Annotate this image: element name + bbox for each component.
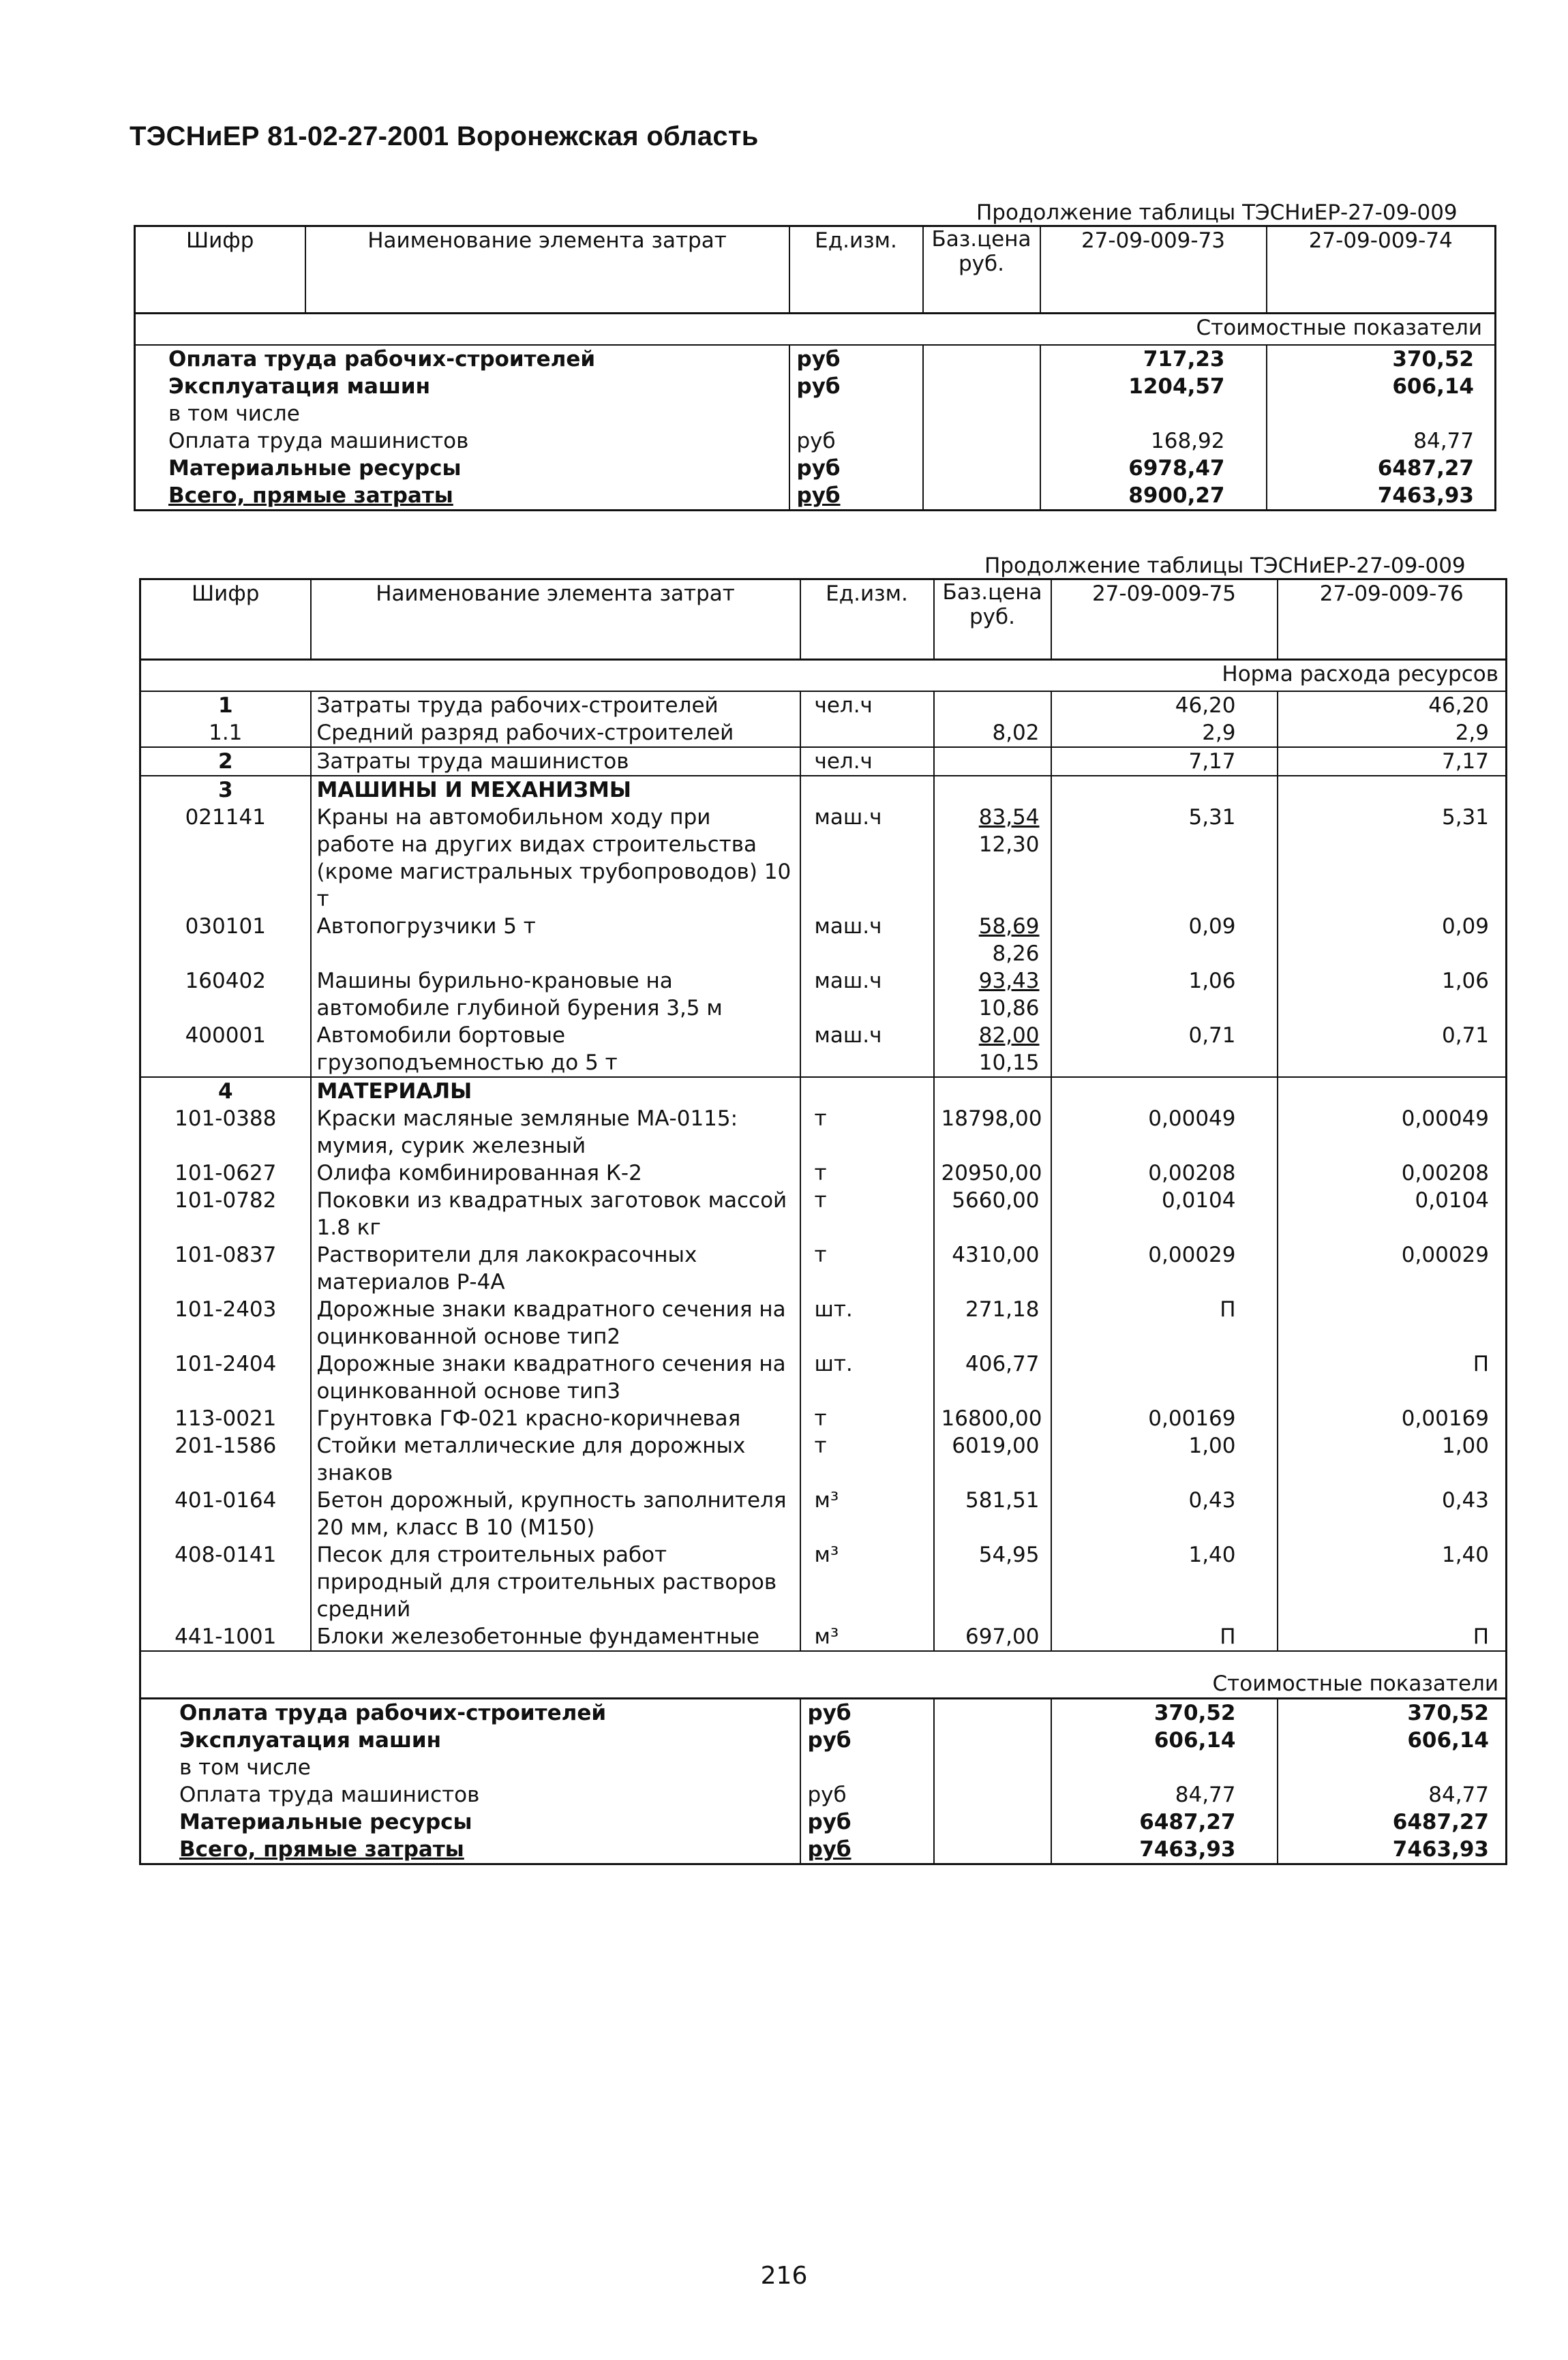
resource-unit: шт.: [800, 1296, 934, 1350]
resource-row: [140, 1350, 1507, 1405]
resource-norm-75: 0,00049: [1051, 1105, 1278, 1160]
cost-row: [140, 1727, 1507, 1754]
base-price-total: 4310,00: [952, 1242, 1040, 1267]
resource-name: Краны на автомобильном ходу при работе на других видах строительства (кроме магистральных трубопроводов) 10 т: [311, 804, 800, 913]
cost-row-base: [923, 455, 1040, 482]
header-name: Наименование элемента затрат: [311, 579, 800, 660]
cost-row-base: [923, 482, 1040, 511]
resource-code: 2: [140, 747, 311, 776]
cost-row: [135, 482, 1496, 511]
resource-base-price: [934, 1160, 1051, 1187]
resource-norm-76: 0,71: [1278, 1022, 1507, 1077]
resource-code: 160402: [140, 967, 311, 1022]
resource-unit: маш.ч: [800, 804, 934, 913]
cost-row-name: Оплата труда машинистов: [135, 427, 789, 455]
resource-row: [140, 913, 1507, 967]
resource-norm-76: 2,9: [1278, 719, 1507, 747]
resource-norm-76: 0,00208: [1278, 1160, 1507, 1187]
resource-row: [140, 719, 1507, 747]
header-col-75: 27-09-009-75: [1051, 579, 1278, 660]
resource-row: [140, 1241, 1507, 1296]
resource-name: Дорожные знаки квадратного сечения на оцинкованной основе тип2: [311, 1296, 800, 1350]
base-price-total: 406,77: [965, 1351, 1040, 1376]
header-code: Шифр: [135, 226, 305, 314]
cost-row-unit: руб: [800, 1727, 934, 1754]
resource-norm-76: 0,00169: [1278, 1405, 1507, 1432]
resource-name: Олифа комбинированная К-2: [311, 1160, 800, 1187]
resource-unit: т: [800, 1241, 934, 1296]
indicator-label: Норма расхода ресурсов: [1278, 660, 1507, 691]
resource-code: 101-2403: [140, 1296, 311, 1350]
resource-base-price: [934, 1022, 1051, 1077]
resource-base-price: [934, 1187, 1051, 1241]
resource-name: Автопогрузчики 5 т: [311, 913, 800, 967]
resource-base-price: [934, 1405, 1051, 1432]
resource-norm-75: 0,09: [1051, 913, 1278, 967]
base-price-total: 16800,00: [941, 1406, 1042, 1431]
cost-row-base: [934, 1727, 1051, 1754]
page-number: 216: [760, 2262, 808, 2290]
cost-row-base: [934, 1781, 1051, 1809]
header-base-price: Баз.цена руб.: [923, 226, 1040, 314]
resource-unit: т: [800, 1160, 934, 1187]
cost-row: [140, 1809, 1507, 1836]
resource-unit: т: [800, 1187, 934, 1241]
cost-row-value-73: 1204,57: [1040, 373, 1267, 400]
cost-row-base: [934, 1836, 1051, 1864]
base-price-total: 6019,00: [952, 1433, 1040, 1458]
cost-row-name: Эксплуатация машин: [135, 373, 789, 400]
resource-norm-76: П: [1278, 1623, 1507, 1651]
resource-name: Грунтовка ГФ-021 красно-коричневая: [311, 1405, 800, 1432]
base-price-total: 271,18: [965, 1297, 1040, 1322]
resource-norm-75: [1051, 776, 1278, 804]
cost-row-base: [923, 373, 1040, 400]
cost-row-base: [934, 1699, 1051, 1727]
resource-norm-75: 0,00029: [1051, 1241, 1278, 1296]
resource-norm-76: [1278, 776, 1507, 804]
cost-row-unit: руб: [789, 455, 923, 482]
resource-norm-75: 7,17: [1051, 747, 1278, 776]
cost-row-name: Оплата труда рабочих-строителей: [140, 1699, 800, 1727]
indicator-label: Стоимостные показатели: [1267, 314, 1496, 345]
resource-code: 1: [140, 691, 311, 719]
cost-row-unit: [800, 1754, 934, 1781]
cost-row-value-74: 606,14: [1267, 373, 1496, 400]
resource-name: Затраты труда рабочих-строителей: [311, 691, 800, 719]
resource-code: 441-1001: [140, 1623, 311, 1651]
resource-name: Затраты труда машинистов: [311, 747, 800, 776]
resource-table-75-76: [139, 578, 1507, 1865]
base-price-machinist: 10,86: [978, 995, 1040, 1020]
cost-row-value-73: 717,23: [1040, 345, 1267, 373]
resource-row: [140, 691, 1507, 719]
header-base-price: Баз.цена руб.: [934, 579, 1051, 660]
resource-base-price: [934, 1296, 1051, 1350]
cost-row-name: Оплата труда рабочих-строителей: [135, 345, 789, 373]
resource-code: 4: [140, 1077, 311, 1105]
cost-row: [135, 345, 1496, 373]
resource-row: [140, 1160, 1507, 1187]
resource-norm-76: 0,09: [1278, 913, 1507, 967]
base-price-total: 697,00: [965, 1624, 1040, 1649]
resource-norm-75: 0,43: [1051, 1487, 1278, 1541]
resource-norm-75: 0,00169: [1051, 1405, 1278, 1432]
cost-row-unit: руб: [789, 345, 923, 373]
resource-norm-76: 1,06: [1278, 967, 1507, 1022]
cost-row-value-74: 7463,93: [1267, 482, 1496, 511]
resource-code: 021141: [140, 804, 311, 913]
resource-norm-76: [1278, 1077, 1507, 1105]
resource-unit: шт.: [800, 1350, 934, 1405]
cost-row-name: Оплата труда машинистов: [140, 1781, 800, 1809]
resource-norm-76: 0,00029: [1278, 1241, 1507, 1296]
resource-norm-75: 0,00208: [1051, 1160, 1278, 1187]
table2-continuation-caption: Продолжение таблицы ТЭСНиЕР-27-09-009: [984, 554, 1466, 578]
cost-row-value-73: 168,92: [1040, 427, 1267, 455]
cost-row-value-73: 6978,47: [1040, 455, 1267, 482]
resource-unit: [800, 1077, 934, 1105]
cost-row-base: [923, 400, 1040, 427]
resource-base-price: [934, 1105, 1051, 1160]
base-price-total: 8,02: [992, 720, 1040, 745]
base-price-total: 5660,00: [952, 1187, 1040, 1213]
resource-base-price: [934, 1623, 1051, 1651]
resource-unit: маш.ч: [800, 913, 934, 967]
header-unit: Ед.изм.: [800, 579, 934, 660]
cost-row-value-76: 7463,93: [1278, 1836, 1507, 1864]
cost-row-value-76: 6487,27: [1278, 1809, 1507, 1836]
cost-row-value-74: 6487,27: [1267, 455, 1496, 482]
resource-base-price: [934, 1241, 1051, 1296]
resource-name: Средний разряд рабочих-строителей: [311, 719, 800, 747]
cost-row-value-75: 606,14: [1051, 1727, 1278, 1754]
resource-norm-76: 5,31: [1278, 804, 1507, 913]
resource-row: [140, 804, 1507, 913]
resource-base-price: [934, 691, 1051, 719]
resource-code: 101-2404: [140, 1350, 311, 1405]
base-price-total: 18798,00: [941, 1106, 1042, 1131]
cost-row-value-76: 606,14: [1278, 1727, 1507, 1754]
resource-code: 3: [140, 776, 311, 804]
cost-row: [140, 1754, 1507, 1781]
cost-row-name: Материальные ресурсы: [135, 455, 789, 482]
cost-row-value-75: 6487,27: [1051, 1809, 1278, 1836]
resource-row: [140, 1623, 1507, 1651]
cost-row: [140, 1836, 1507, 1864]
resource-row: [140, 1296, 1507, 1350]
cost-row-value-73: [1040, 400, 1267, 427]
cost-row-unit: руб: [789, 482, 923, 511]
resource-unit: чел.ч: [800, 691, 934, 719]
cost-row-name: Всего, прямые затраты: [135, 482, 789, 511]
resource-unit: м³: [800, 1623, 934, 1651]
header-unit: Ед.изм.: [789, 226, 923, 314]
cost-row-base: [923, 345, 1040, 373]
resource-name: Песок для строительных работ природный для строительных растворов средний: [311, 1541, 800, 1623]
resource-unit: маш.ч: [800, 1022, 934, 1077]
cost-row-unit: руб: [800, 1781, 934, 1809]
resource-code: 101-0388: [140, 1105, 311, 1160]
resource-norm-76: 0,43: [1278, 1487, 1507, 1541]
base-price-total: 20950,00: [941, 1160, 1042, 1185]
table1-continuation-caption: Продолжение таблицы ТЭСНиЕР-27-09-009: [976, 200, 1458, 225]
resource-row: [140, 1077, 1507, 1105]
cost-row-unit: [789, 400, 923, 427]
cost-row-name: в том числе: [135, 400, 789, 427]
resource-unit: чел.ч: [800, 747, 934, 776]
base-price-machinist: 8,26: [992, 941, 1040, 966]
resource-unit: т: [800, 1432, 934, 1487]
cost-row-name: Эксплуатация машин: [140, 1727, 800, 1754]
resource-code: 400001: [140, 1022, 311, 1077]
resource-norm-76: [1278, 1296, 1507, 1350]
cost-row-value-76: 370,52: [1278, 1699, 1507, 1727]
resource-norm-75: 2,9: [1051, 719, 1278, 747]
resource-name: Дорожные знаки квадратного сечения на оцинкованной основе тип3: [311, 1350, 800, 1405]
resource-base-price: [934, 1432, 1051, 1487]
resource-unit: т: [800, 1405, 934, 1432]
resource-row: [140, 1405, 1507, 1432]
cost-row-name: Всего, прямые затраты: [140, 1836, 800, 1864]
resource-norm-75: 1,06: [1051, 967, 1278, 1022]
resource-norm-75: [1051, 1350, 1278, 1405]
resource-norm-76: 1,00: [1278, 1432, 1507, 1487]
resource-base-price: [934, 1487, 1051, 1541]
cost-row-base: [934, 1809, 1051, 1836]
resource-base-price: [934, 1077, 1051, 1105]
resource-unit: м³: [800, 1541, 934, 1623]
resource-unit: м³: [800, 1487, 934, 1541]
base-price-total: 581,51: [965, 1487, 1040, 1513]
base-price-total: 82,00: [978, 1023, 1040, 1048]
resource-code: 101-0627: [140, 1160, 311, 1187]
base-price-total: 93,43: [978, 968, 1040, 993]
resource-code: 030101: [140, 913, 311, 967]
resource-code: 101-0837: [140, 1241, 311, 1296]
resource-norm-75: 46,20: [1051, 691, 1278, 719]
resource-unit: т: [800, 1105, 934, 1160]
cost-row-unit: руб: [800, 1699, 934, 1727]
resource-norm-76: 0,00049: [1278, 1105, 1507, 1160]
resource-row: [140, 1432, 1507, 1487]
cost-row-value-74: [1267, 400, 1496, 427]
resource-base-price: [934, 776, 1051, 804]
resource-row: [140, 1187, 1507, 1241]
resource-row: [140, 1022, 1507, 1077]
resource-base-price: [934, 747, 1051, 776]
resource-row: [140, 747, 1507, 776]
resource-code: 113-0021: [140, 1405, 311, 1432]
resource-name: Машины бурильно-крановые на автомобиле глубиной бурения 3,5 м: [311, 967, 800, 1022]
base-price-machinist: 12,30: [978, 832, 1040, 857]
resource-norm-75: П: [1051, 1623, 1278, 1651]
resource-row: [140, 776, 1507, 804]
base-price-total: 83,54: [978, 804, 1040, 830]
cost-row-unit: руб: [800, 1836, 934, 1864]
resource-name: Стойки металлические для дорожных знаков: [311, 1432, 800, 1487]
cost-row: [135, 373, 1496, 400]
resource-name: Бетон дорожный, крупность заполнителя 20 мм, класс В 10 (М150): [311, 1487, 800, 1541]
resource-norm-75: П: [1051, 1296, 1278, 1350]
resource-row: [140, 967, 1507, 1022]
resource-norm-76: 0,0104: [1278, 1187, 1507, 1241]
resource-code: 1.1: [140, 719, 311, 747]
cost-row-base: [923, 427, 1040, 455]
resource-row: [140, 1541, 1507, 1623]
cost-row-value-75: 84,77: [1051, 1781, 1278, 1809]
base-price-total: 58,69: [978, 913, 1040, 939]
resource-norm-76: 7,17: [1278, 747, 1507, 776]
base-price-total: 54,95: [978, 1542, 1040, 1567]
resource-norm-75: 5,31: [1051, 804, 1278, 913]
resource-norm-75: 0,71: [1051, 1022, 1278, 1077]
document-title: ТЭСНиЕР 81-02-27-2001 Воронежская область: [130, 121, 759, 151]
resource-norm-76: 46,20: [1278, 691, 1507, 719]
cost-indicator-label: Стоимостные показатели: [1278, 1651, 1507, 1699]
resource-code: 401-0164: [140, 1487, 311, 1541]
resource-name: МАШИНЫ И МЕХАНИЗМЫ: [311, 776, 800, 804]
cost-row: [135, 427, 1496, 455]
header-name: Наименование элемента затрат: [305, 226, 789, 314]
cost-row: [140, 1699, 1507, 1727]
resource-code: 101-0782: [140, 1187, 311, 1241]
resource-name: Краски масляные земляные МА-0115: мумия, сурик железный: [311, 1105, 800, 1160]
cost-row-value-74: 370,52: [1267, 345, 1496, 373]
resource-unit: [800, 719, 934, 747]
resource-norm-75: 1,00: [1051, 1432, 1278, 1487]
resource-name: МАТЕРИАЛЫ: [311, 1077, 800, 1105]
cost-row-value-76: 84,77: [1278, 1781, 1507, 1809]
header-col-76: 27-09-009-76: [1278, 579, 1507, 660]
resource-base-price: [934, 913, 1051, 967]
resource-unit: [800, 776, 934, 804]
cost-row-value-73: 8900,27: [1040, 482, 1267, 511]
resource-row: [140, 1487, 1507, 1541]
resource-base-price: [934, 804, 1051, 913]
cost-row-name: Материальные ресурсы: [140, 1809, 800, 1836]
cost-row-base: [934, 1754, 1051, 1781]
cost-row-unit: руб: [789, 427, 923, 455]
resource-base-price: [934, 1350, 1051, 1405]
cost-row-value-75: [1051, 1754, 1278, 1781]
cost-row-value-74: 84,77: [1267, 427, 1496, 455]
base-price-machinist: 10,15: [978, 1050, 1040, 1075]
header-col-74: 27-09-009-74: [1267, 226, 1496, 314]
resource-name: Автомобили бортовые грузоподъемностью до 5 т: [311, 1022, 800, 1077]
cost-row: [135, 455, 1496, 482]
resource-name: Растворители для лакокрасочных материалов Р-4А: [311, 1241, 800, 1296]
cost-row: [140, 1781, 1507, 1809]
cost-row-unit: руб: [789, 373, 923, 400]
resource-norm-76: П: [1278, 1350, 1507, 1405]
resource-norm-75: 0,0104: [1051, 1187, 1278, 1241]
resource-unit: маш.ч: [800, 967, 934, 1022]
resource-norm-76: 1,40: [1278, 1541, 1507, 1623]
header-col-73: 27-09-009-73: [1040, 226, 1267, 314]
resource-row: [140, 1105, 1507, 1160]
cost-row-name: в том числе: [140, 1754, 800, 1781]
resource-name: Поковки из квадратных заготовок массой 1.8 кг: [311, 1187, 800, 1241]
resource-norm-75: [1051, 1077, 1278, 1105]
resource-code: 201-1586: [140, 1432, 311, 1487]
resource-code: 408-0141: [140, 1541, 311, 1623]
resource-base-price: [934, 719, 1051, 747]
resource-name: Блоки железобетонные фундаментные: [311, 1623, 800, 1651]
cost-row-value-75: 370,52: [1051, 1699, 1278, 1727]
resource-norm-75: 1,40: [1051, 1541, 1278, 1623]
header-code: Шифр: [140, 579, 311, 660]
resource-base-price: [934, 1541, 1051, 1623]
cost-row-value-76: [1278, 1754, 1507, 1781]
cost-row-value-75: 7463,93: [1051, 1836, 1278, 1864]
cost-row-unit: руб: [800, 1809, 934, 1836]
cost-table-73-74: [134, 225, 1496, 511]
cost-row: [135, 400, 1496, 427]
resource-base-price: [934, 967, 1051, 1022]
